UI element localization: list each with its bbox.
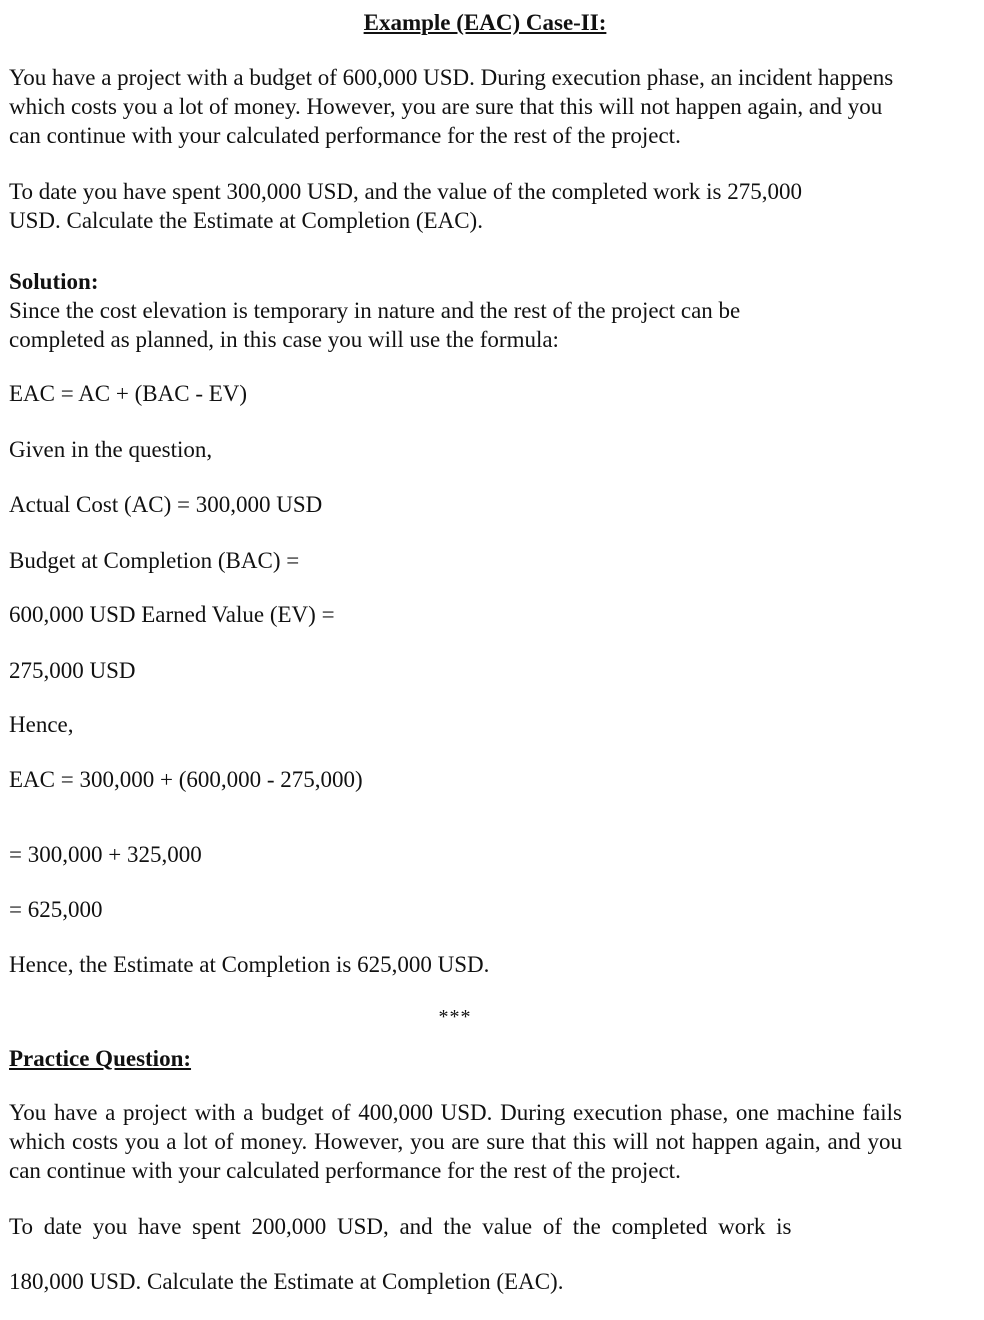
calculation-step-2: = 300,000 + 325,000: [9, 842, 202, 867]
calculation-step-1: EAC = 300,000 + (600,000 - 275,000): [9, 767, 363, 792]
calculation-step-3: = 625,000: [9, 897, 103, 922]
bac-line: Budget at Completion (BAC) =: [9, 548, 300, 573]
hence-text: Hence,: [9, 712, 74, 737]
practice-paragraph-1: You have a project with a budget of 400,000 USD. During execution phase, one machine fails which costs you a lot of money. However, you are sure that this will not happen again, and you can continue with your calculated performance for the rest of the project.: [9, 1100, 902, 1183]
practice-heading: Practice Question:: [9, 1046, 192, 1071]
practice-paragraph-2-line-2: 180,000 USD. Calculate the Estimate at Completion (EAC).: [9, 1269, 564, 1294]
problem-paragraph-1: You have a project with a budget of 600,000 USD. During execution phase, an incident happens which costs you a lot of money. However, you are sure that this will not happen again, and you can continue with your calculated performance for the rest of the project.: [9, 65, 894, 148]
formula: EAC = AC + (BAC - EV): [9, 381, 248, 406]
conclusion-text: Hence, the Estimate at Completion is 625,000 USD.: [9, 952, 490, 977]
problem-paragraph-2: To date you have spent 300,000 USD, and the value of the completed work is 275,000 USD. Calculate the Estimate at Completion (EAC).: [9, 179, 803, 233]
practice-paragraph-2-line-1: To date you have spent 200,000 USD, and the value of the completed work is: [9, 1214, 792, 1239]
bac-value-ev-line: 600,000 USD Earned Value (EV) =: [9, 602, 335, 627]
solution-heading: Solution:: [9, 269, 99, 294]
section-separator: ***: [438, 1006, 472, 1028]
given-text: Given in the question,: [9, 437, 213, 462]
solution-intro: Since the cost elevation is temporary in nature and the rest of the project can be completed as planned, in this case you will use the formula:: [9, 298, 741, 352]
actual-cost-line: Actual Cost (AC) = 300,000 USD: [9, 492, 323, 517]
ev-value-line: 275,000 USD: [9, 658, 136, 683]
page-title: Example (EAC) Case-II:: [363, 10, 607, 35]
